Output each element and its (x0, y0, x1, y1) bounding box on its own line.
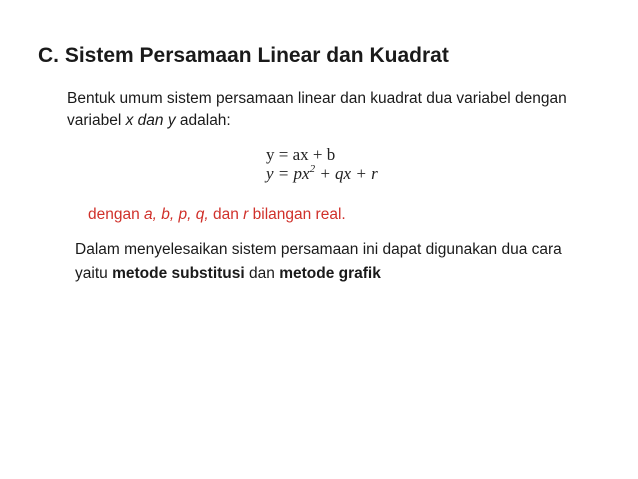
quadratic-y: y (266, 164, 274, 183)
quadratic-exponent: 2 (309, 163, 316, 175)
method-graphic: metode grafik (279, 265, 381, 282)
quadratic-r: + r (351, 164, 378, 183)
linear-equation: y = ax + b (266, 145, 336, 164)
intro-text (67, 88, 587, 132)
quadratic-px: = px (273, 164, 310, 183)
slide-title: C. Sistem Persamaan Linear dan Kuadrat (38, 44, 449, 67)
methods-paragraph (75, 238, 585, 286)
note-dan: dan (208, 206, 244, 223)
intro-part2: adalah: (175, 112, 231, 129)
note-suffix: bilangan real. (248, 206, 346, 223)
note-r: r (243, 206, 249, 223)
quadratic-equation (266, 164, 378, 183)
method-substitution: metode substitusi (112, 265, 245, 282)
constants-note (88, 206, 346, 224)
paragraph-part1: Dalam menyelesaikan sistem persamaan ini dapat digunakan dua cara yaitu (75, 241, 562, 282)
note-variables: a, b, p, q, (144, 206, 209, 223)
intro-part1: Bentuk umum sistem persamaan linear dan kuadrat dua variabel dengan variabel (67, 90, 567, 129)
intro-variables: x dan y (125, 112, 176, 129)
quadratic-qx: + qx (315, 164, 352, 183)
paragraph-middle: dan (244, 265, 280, 282)
note-prefix: dengan (88, 206, 145, 223)
equation-block (266, 145, 378, 183)
